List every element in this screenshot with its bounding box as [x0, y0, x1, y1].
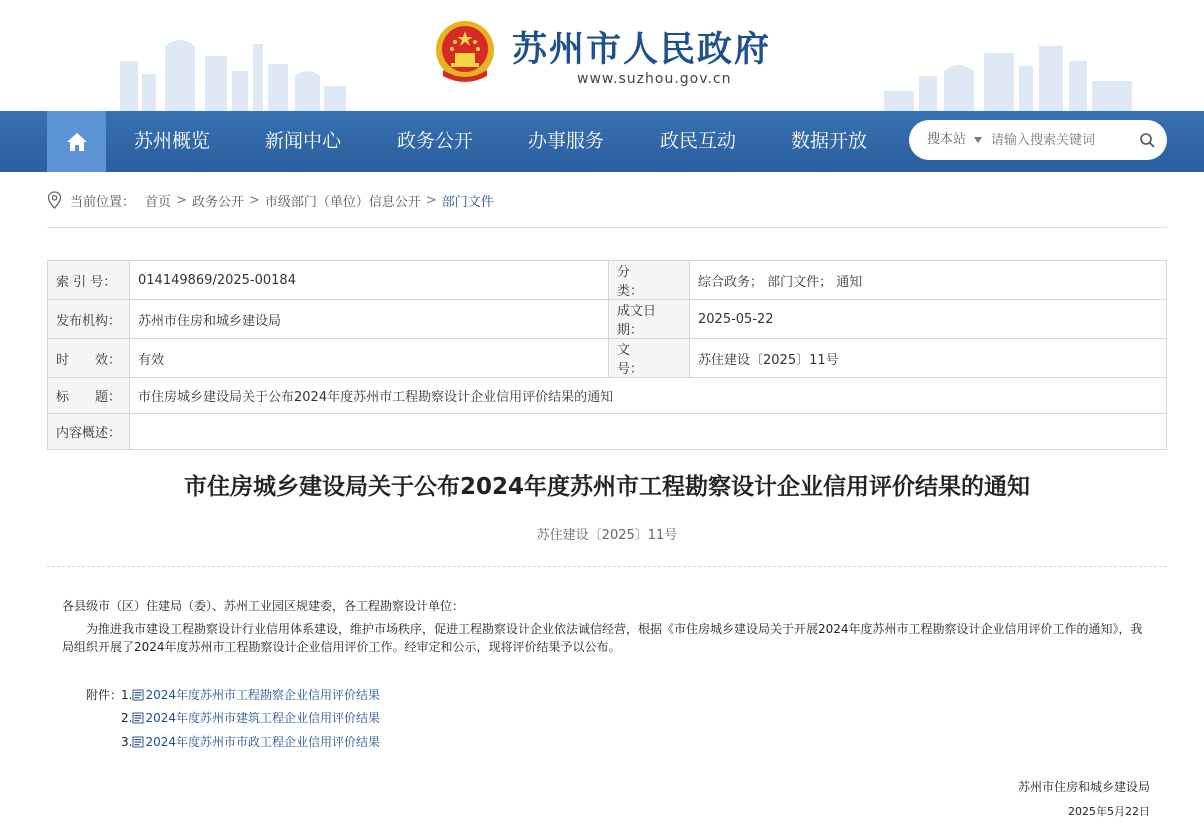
breadcrumb — [47, 190, 494, 210]
main-nav — [0, 111, 1204, 172]
skyline-right-decoration — [884, 41, 1134, 111]
national-emblem-icon — [433, 18, 497, 86]
home-button[interactable] — [47, 111, 106, 172]
summary-value — [130, 414, 1167, 450]
search-box — [909, 120, 1167, 160]
search-icon[interactable] — [1139, 132, 1155, 148]
issuer-value: 苏州市住房和城乡建设局 — [130, 300, 609, 339]
attachment-item — [121, 709, 380, 726]
article-signer: 苏州市住房和城乡建设局 — [1017, 780, 1150, 794]
breadcrumb-current[interactable]: 部门文件 — [441, 194, 494, 210]
table-row — [48, 414, 1167, 450]
skyline-left-decoration — [110, 26, 350, 111]
validity-value: 有效 — [130, 339, 609, 378]
nav-item-services[interactable]: 办事服务 — [528, 130, 605, 152]
breadcrumb-separator: > — [248, 192, 260, 208]
breadcrumb-separator: > — [425, 192, 437, 208]
title-value: 市住房城乡建设局关于公布2024年度苏州市工程勘察设计企业信用评价结果的通知 — [130, 378, 1167, 414]
search-input[interactable] — [991, 128, 1131, 152]
title-label: 标 题： — [48, 378, 130, 414]
summary-label: 内容概述： — [48, 414, 130, 450]
docno-value: 苏住建设〔2025〕11号 — [690, 339, 1167, 378]
attachment-number: 2. — [121, 710, 133, 725]
document-icon — [132, 736, 144, 748]
attachment-link-3[interactable]: 2024年度苏州市市政工程企业信用评价结果 — [145, 735, 380, 749]
nav-item-gov-info[interactable]: 政务公开 — [397, 130, 474, 152]
breadcrumb-departments[interactable]: 市级部门（单位）信息公开 — [264, 194, 421, 210]
site-header — [0, 0, 1204, 111]
nav-item-open-data[interactable]: 数据开放 — [791, 130, 868, 152]
attachment-link-1[interactable]: 2024年度苏州市工程勘察企业信用评价结果 — [145, 688, 380, 702]
attachment-item — [121, 686, 380, 703]
document-meta-table — [47, 260, 1167, 450]
article-paragraph: 为推进我市建设工程勘察设计行业信用体系建设，维护市场秩序，促进工程勘察设计企业依法诚信经营，根据《市住房城乡建设局关于开展2024年度苏州市工程勘察设计企业信用评价工作的通知》，我局组织开展了2024年度苏州市工程勘察设计企业信用评价工作。经审定和公示，现将评价结果予以公布。 — [62, 622, 1143, 654]
date-value: 2025-05-22 — [690, 300, 1167, 339]
chevron-down-icon[interactable] — [974, 137, 982, 143]
table-row — [48, 261, 1167, 300]
home-icon — [66, 132, 88, 152]
site-url: www.suzhou.gov.cn — [577, 71, 732, 87]
table-row — [48, 378, 1167, 414]
article-salutation: 各县级市（区）住建局（委）、苏州工业园区规建委，各工程勘察设计单位： — [62, 599, 465, 613]
nav-item-news[interactable]: 新闻中心 — [265, 130, 342, 152]
nav-item-overview[interactable]: 苏州概览 — [134, 130, 211, 152]
document-icon — [132, 689, 144, 701]
category-label: 分 类： — [609, 261, 690, 300]
divider — [47, 566, 1167, 567]
category-value: 综合政务； 部门文件； 通知 — [690, 261, 1167, 300]
document-icon — [132, 712, 144, 724]
breadcrumb-label: 当前位置： — [70, 194, 136, 210]
breadcrumb-separator: > — [176, 192, 187, 208]
date-label: 成文日期： — [609, 300, 690, 339]
validity-label: 时 效： — [48, 339, 130, 378]
docno-label: 文 号： — [609, 339, 690, 378]
attachment-item — [121, 733, 380, 750]
attachment-link-2[interactable]: 2024年度苏州市建筑工程企业信用评价结果 — [145, 711, 380, 725]
attachment-number: 1. — [121, 687, 133, 702]
article-doc-number: 苏住建设〔2025〕11号 — [536, 528, 678, 543]
table-row — [48, 300, 1167, 339]
divider — [47, 227, 1167, 228]
attachment-number: 3. — [121, 734, 133, 749]
site-title[interactable]: 苏州市人民政府 — [512, 30, 772, 70]
breadcrumb-gov-info[interactable]: 政务公开 — [191, 194, 244, 210]
table-row — [48, 339, 1167, 378]
breadcrumb-home[interactable]: 首页 — [145, 194, 172, 210]
article-title: 市住房城乡建设局关于公布2024年度苏州市工程勘察设计企业信用评价结果的通知 — [183, 474, 1030, 500]
location-pin-icon — [47, 191, 62, 209]
nav-item-interaction[interactable]: 政民互动 — [660, 130, 737, 152]
search-scope-select[interactable]: 搜本站 — [927, 132, 967, 147]
index-label: 索 引 号： — [48, 261, 130, 300]
issuer-label: 发布机构： — [48, 300, 130, 339]
index-value: 014149869/2025-00184 — [130, 261, 609, 300]
article-sign-date: 2025年5月22日 — [1068, 805, 1150, 818]
attachments-label: 附件： — [86, 688, 123, 702]
